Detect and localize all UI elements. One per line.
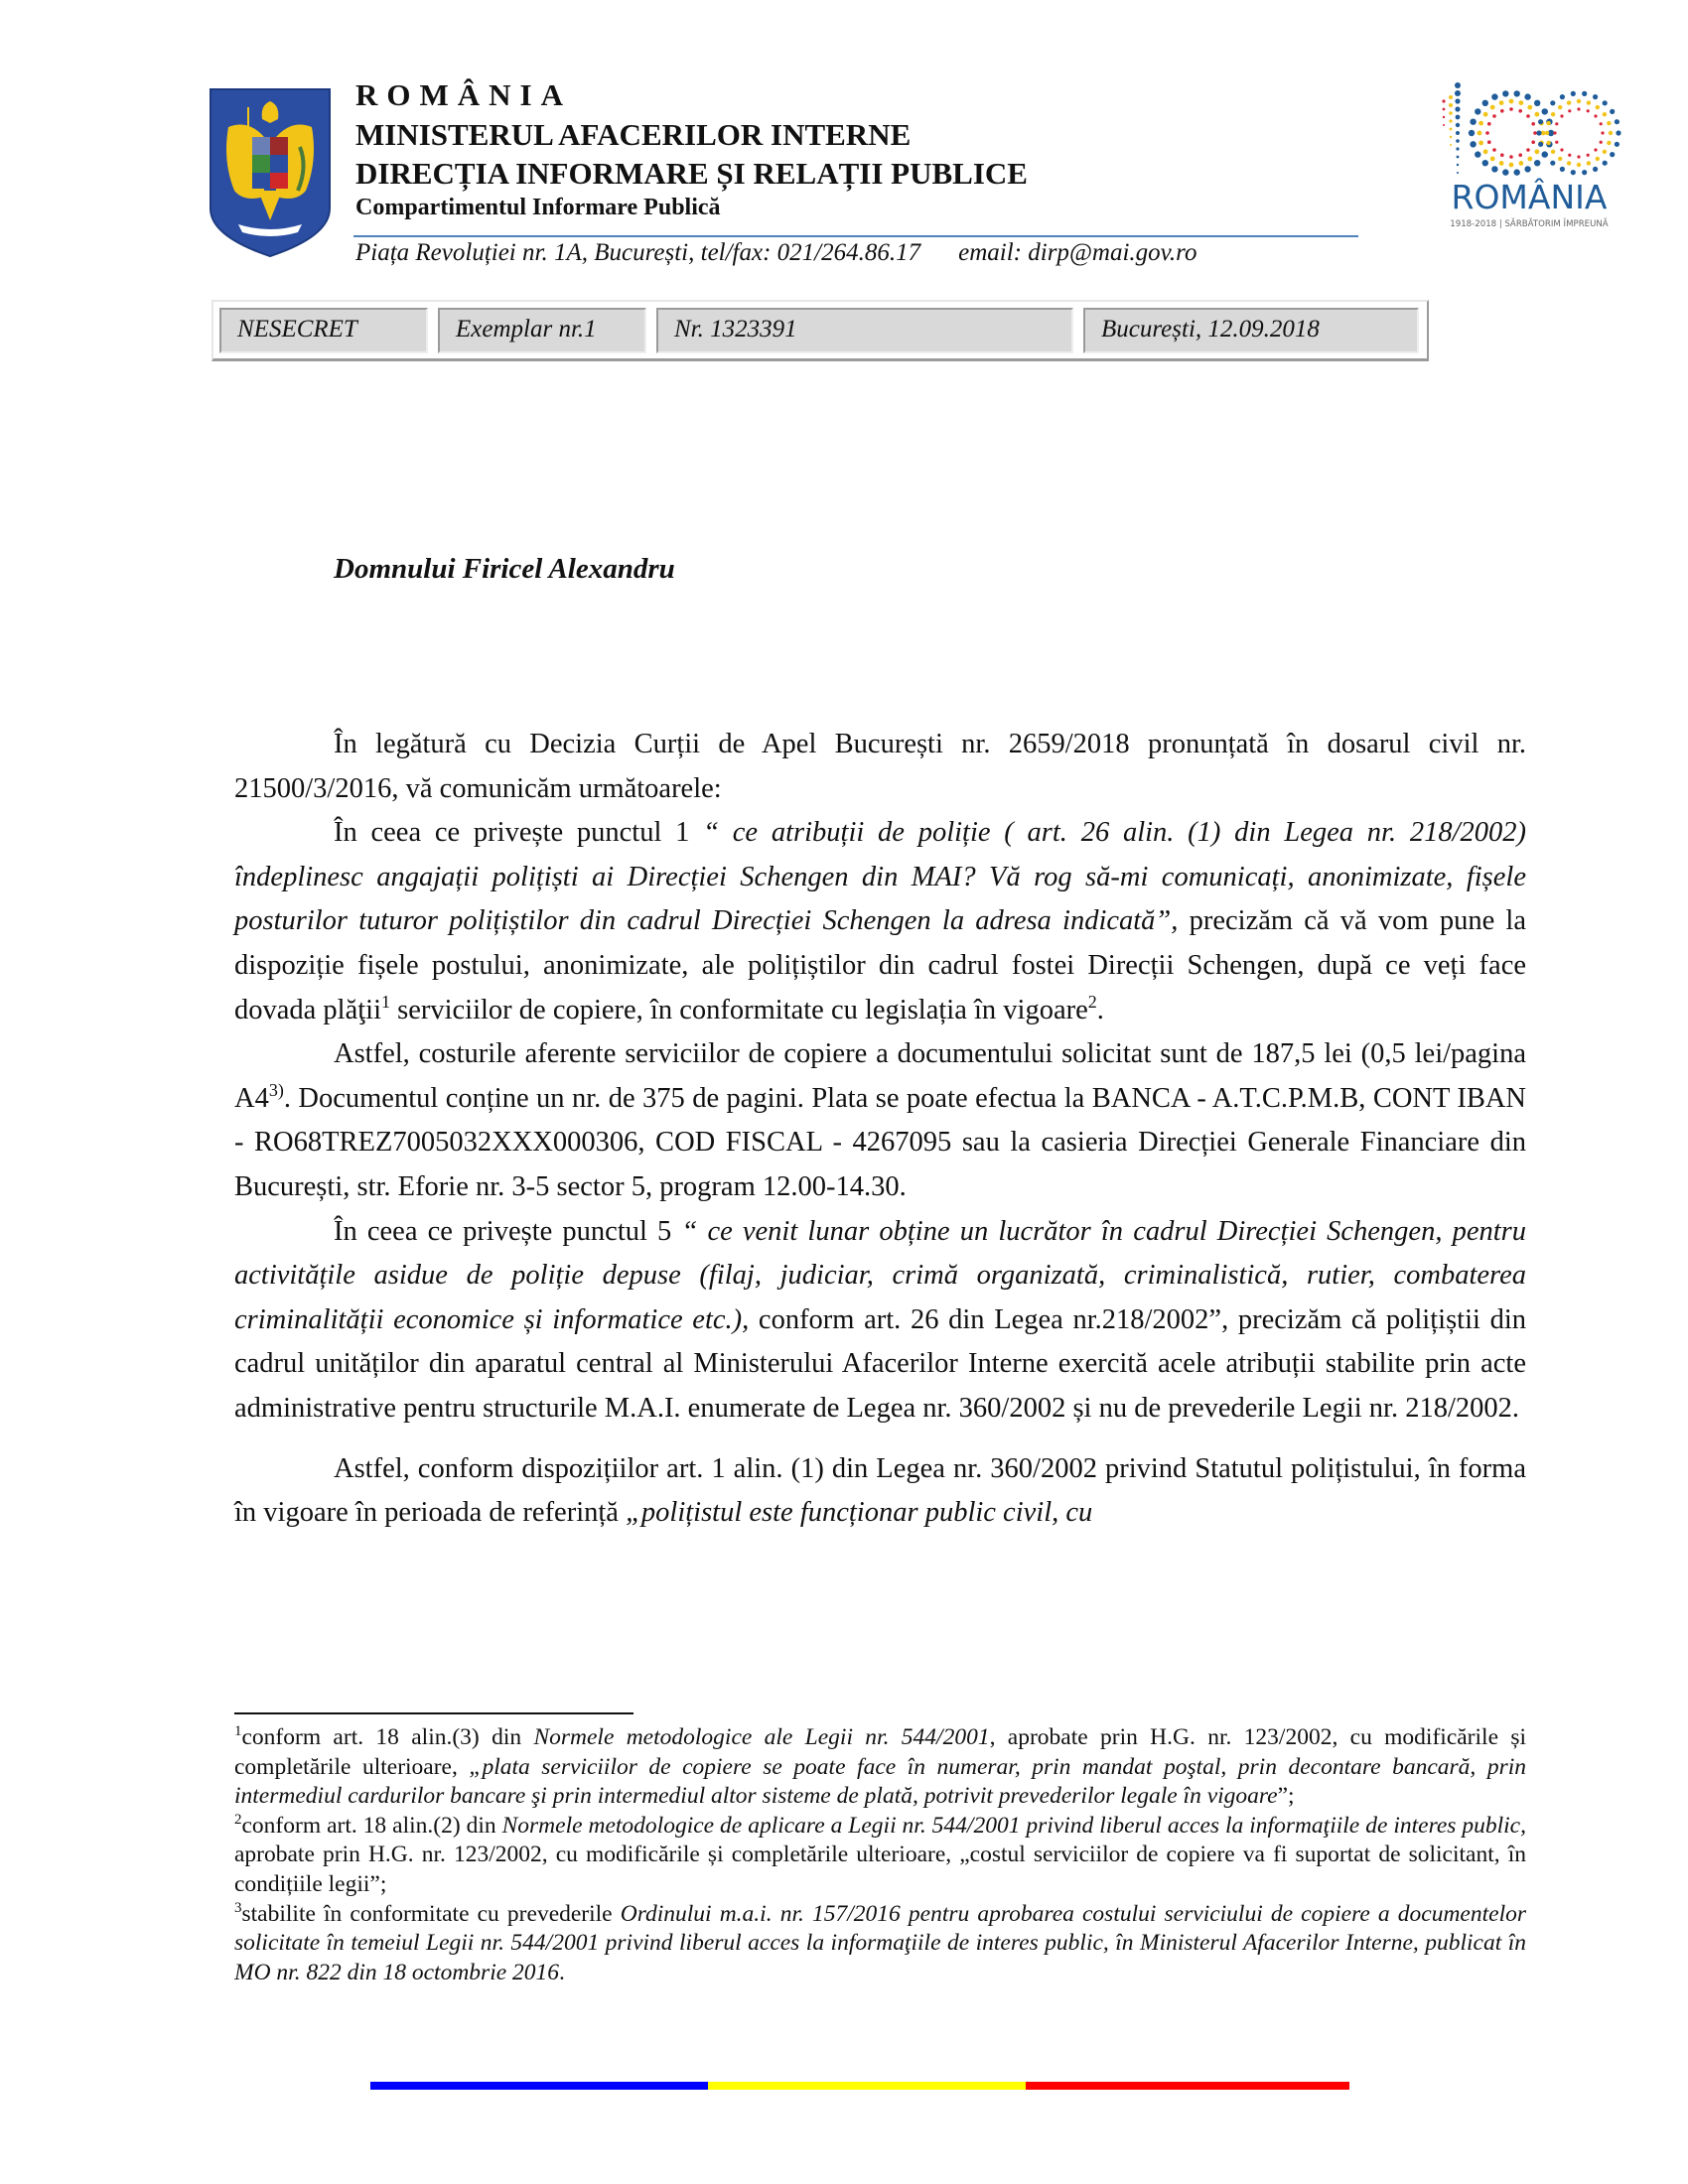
paragraph-point-5: În ceea ce privește punctul 5 “ ce venit lunar obține un lucrător în cadrul Direcției Schengen, pentru activitățile asidue de poliție depuse (filaj, judiciar, crimă organizată, criminalistică, rutier, combaterea criminalității economice și informatice etc.), conform art. 26 din Legea nr.218/2002”, precizăm că polițiștii din cadrul unităților din aparatul central al Ministerului Afacerilor Interne exercită acele atribuții stabilite prin acte administrative pentru structurile M.A.I. enumerate de Legea nr. 360/2002 și nu de prevederile Legii nr. 218/2002. xyxy=(234,1215,1527,1424)
logo-dot xyxy=(1509,99,1514,104)
logo-dot xyxy=(1603,161,1608,166)
contact-line xyxy=(355,239,1196,267)
romanian-coat-of-arms-icon xyxy=(209,87,332,258)
logo-dot xyxy=(1514,90,1520,96)
logo-dot xyxy=(1469,130,1475,136)
logo-dot xyxy=(1535,112,1540,117)
logo-dot xyxy=(1478,141,1483,146)
logo-dot xyxy=(1526,148,1530,152)
logo-dot xyxy=(1531,122,1535,126)
logo-dot xyxy=(1545,131,1549,135)
logo-dot xyxy=(1491,93,1497,99)
logo-dot xyxy=(1553,131,1556,134)
logo-dot xyxy=(1514,169,1520,175)
logo-dot xyxy=(1571,91,1576,96)
logo-dot xyxy=(1582,91,1587,96)
logo-dot xyxy=(1518,109,1522,113)
logo-dot xyxy=(1596,105,1600,109)
logo-dot xyxy=(1607,121,1611,125)
logo-dot xyxy=(1546,141,1550,145)
logo-dot xyxy=(1483,149,1488,154)
logo-dot xyxy=(1560,167,1565,172)
letter-body xyxy=(234,723,1526,1536)
registration-number: Nr. 1323391 xyxy=(656,308,1073,353)
logo-dot xyxy=(1475,108,1480,114)
logo-dot xyxy=(1607,141,1611,145)
logo-dot xyxy=(1567,161,1571,165)
addressee: Domnului Firicel Alexandru xyxy=(334,553,675,585)
logo-dot xyxy=(1531,140,1535,144)
logo-dot xyxy=(1594,114,1597,117)
centenary-digit-one xyxy=(1442,82,1461,174)
logo-dot xyxy=(1603,150,1607,154)
logo-dot xyxy=(1610,152,1615,157)
logo-dot xyxy=(1500,153,1504,157)
logo-dot xyxy=(1571,170,1576,175)
tricolor-blue-band xyxy=(370,2082,708,2090)
quoted-request-point-5: “ ce venit lunar obține un lucrător în cadrul Direcției Schengen, pentru activitățile asidue de poliție depuse (filaj, judiciar, crimă organizată, criminalistică, rutier, combaterea criminalității economice și informatice etc.), xyxy=(234,1215,1527,1335)
logo-dot xyxy=(1543,109,1548,114)
logo-dot xyxy=(1555,122,1558,125)
logo-dot xyxy=(1499,100,1504,105)
logo-dot xyxy=(1490,105,1495,110)
logo-dot xyxy=(1560,94,1565,99)
logo-dot xyxy=(1534,160,1540,166)
logo-dot xyxy=(1615,142,1619,147)
footnote-ref-3[interactable]: 3) xyxy=(268,1079,284,1100)
footnotes xyxy=(234,1723,1526,1987)
logo-dot xyxy=(1577,163,1581,167)
logo-dot xyxy=(1470,141,1476,147)
logo-dot xyxy=(1558,105,1562,109)
logo-dot xyxy=(1550,161,1555,166)
place-and-date: București, 12.09.2018 xyxy=(1083,308,1419,353)
logo-dot xyxy=(1502,169,1508,175)
logo-dot xyxy=(1610,109,1615,114)
logo-dot xyxy=(1616,130,1620,135)
logo-dot xyxy=(1558,157,1562,161)
logo-dot xyxy=(1587,100,1591,104)
logo-dot xyxy=(1534,100,1540,106)
logo-dot xyxy=(1560,148,1563,151)
footnote-ref-1[interactable]: 1 xyxy=(381,991,390,1012)
logo-dot xyxy=(1518,153,1522,157)
paragraph-point-1: În ceea ce privește punctul 1 “ ce atribuții de poliție ( art. 26 alin. (1) din Legea nr. 218/2002) îndeplinesc angajații polițiști ai Direcției Schengen din MAI? Vă rog să-mi comunicați, anonimizate, fișele posturilor tuturor polițiștilor din cadrul Direcției Schengen la adresa indicată”, precizăm că vă vom pune la dispoziție fișele postului, anonimizate, ale polițiștilor din cadrul fostei Direcții Schengen, după ce veți face dovada plăţii$^1$ serviciilor de copiere, în conformitate cu legislația în vigoare$^2$. xyxy=(234,817,1527,1025)
logo-dot xyxy=(1600,141,1603,144)
logo-dot xyxy=(1509,155,1513,159)
logo-dot xyxy=(1482,160,1488,166)
logo-dot xyxy=(1603,112,1607,116)
logo-dot xyxy=(1551,112,1555,116)
tricolor-red-band xyxy=(1026,2082,1349,2090)
footnote-separator xyxy=(234,1712,633,1714)
classification-level: NESECRET xyxy=(219,308,428,353)
logo-dot xyxy=(1577,99,1581,103)
logo-dot xyxy=(1587,154,1590,157)
centenary-logo-tagline: 1918-2018 | SĂRBĂTORIM ÎMPREUNĂ xyxy=(1450,219,1609,229)
direction-heading: DIRECȚIA INFORMARE ȘI RELAȚII PUBLICE xyxy=(355,156,1028,191)
centenary-logo-title: ROMÂNIA xyxy=(1451,178,1608,216)
logo-dot xyxy=(1524,93,1530,99)
logo-dot xyxy=(1477,131,1482,136)
classification-table xyxy=(211,300,1429,361)
logo-dot xyxy=(1538,119,1543,124)
logo-dot xyxy=(1483,112,1488,117)
paragraph-intro: În legătură cu Decizia Curții de Apel București nr. 2659/2018 pronunțată în dosarul civil nr. 21500/3/2016, vă comunicăm următoarele: xyxy=(234,729,1526,804)
logo-dot xyxy=(1600,122,1603,125)
quoted-law-text: „polițistul este funcționar public civil, cu xyxy=(626,1497,1093,1529)
logo-dot xyxy=(1568,109,1571,112)
logo-dot xyxy=(1492,148,1496,152)
logo-dot xyxy=(1603,100,1608,105)
logo-dot xyxy=(1596,157,1600,161)
logo-dot xyxy=(1509,107,1513,111)
logo-dot xyxy=(1524,166,1530,172)
romania-centenary-logo-icon xyxy=(1430,71,1628,240)
logo-dot xyxy=(1577,155,1580,158)
logo-dot xyxy=(1567,100,1571,104)
tricolor-yellow-band xyxy=(708,2082,1026,2090)
logo-dot xyxy=(1609,131,1613,135)
logo-dot xyxy=(1500,109,1504,113)
logo-dot xyxy=(1509,163,1514,168)
logo-dot xyxy=(1577,107,1580,110)
logo-dot xyxy=(1568,154,1571,157)
logo-dot xyxy=(1582,170,1587,175)
postal-address: Piața Revoluției nr. 1A, București, tel/fax: 021/264.86.17 xyxy=(355,239,921,266)
logo-dot xyxy=(1485,131,1489,135)
logo-dot xyxy=(1527,105,1532,110)
logo-dot xyxy=(1551,150,1555,154)
logo-dot xyxy=(1615,119,1619,124)
logo-dot xyxy=(1593,94,1598,99)
footnote-2: $^2$conform art. 18 alin.(2) din Normele metodologice de aplicare a Legii nr. 544/2001 privind liberul acces la informaţiile de interes public, aprobate prin H.G. nr. 123/2002, cu modificările și completările ulterioare, „costul serviciilor de copiere va fi suportat de solicitant, în condițiile legii”; xyxy=(234,1811,1526,1897)
logo-dot xyxy=(1475,151,1480,157)
logo-dot xyxy=(1527,157,1532,162)
logo-dot xyxy=(1478,121,1483,126)
copy-number: Exemplar nr.1 xyxy=(438,308,646,353)
logo-dot xyxy=(1601,131,1604,134)
logo-dot xyxy=(1546,121,1550,125)
logo-dot xyxy=(1535,149,1540,154)
logo-dot xyxy=(1594,148,1597,151)
logo-dot xyxy=(1543,152,1548,157)
ministry-heading: MINISTERUL AFACERILOR INTERNE xyxy=(355,117,912,152)
logo-dot xyxy=(1593,167,1598,172)
logo-dot xyxy=(1587,109,1590,112)
footnote-3: $^3$stabilite în conformitate cu prevederile Ordinului m.a.i. nr. 157/2016 pentru aprobarea costului serviciului de copiere a documentelor solicitate în temeiul Legii nr. 544/2001 privind liberul acces la informaţiile de interes public, în Ministerul Afacerilor Interne, publicat în MO nr. 822 din 18 octombrie 2016. xyxy=(234,1899,1526,1985)
logo-dot xyxy=(1519,100,1524,105)
logo-dot xyxy=(1491,166,1497,172)
quoted-request-point-1: “ ce atribuții de poliție ( art. 26 alin. (1) din Legea nr. 218/2002) îndeplinesc angajații polițiști ai Direcției Schengen din MAI? Vă rog să-mi comunicați, anonimizate, fișele posturilor tuturor polițiștilor din cadrul Direcției Schengen la adresa indicată”, xyxy=(234,817,1526,937)
logo-dot xyxy=(1536,130,1541,135)
footnote-ref-2[interactable]: 2 xyxy=(1087,991,1097,1012)
logo-dot xyxy=(1487,122,1491,126)
email-address: email: dirp@mai.gov.ro xyxy=(958,239,1197,266)
footnote-1: $^1$conform art. 18 alin.(3) din Normele metodologice ale Legii nr. 544/2001, aprobate prin H.G. nr. 123/2002, cu modificările și completările ulterioare, „plata serviciilor de copiere se poate face în numerar, prin mandat poştal, prin decontare bancară, prin intermediul cardurilor bancare şi prin intermediul altor sisteme de plată, potrivit prevederilor legale în vigoare”; xyxy=(234,1723,1526,1810)
logo-dot xyxy=(1587,161,1591,165)
logo-dot xyxy=(1487,140,1491,144)
logo-dot xyxy=(1470,119,1476,125)
country-heading: ROMÂNIA xyxy=(355,77,572,112)
logo-dot xyxy=(1499,161,1504,166)
logo-dot xyxy=(1490,157,1495,162)
logo-dot xyxy=(1519,161,1524,166)
logo-dot xyxy=(1502,90,1508,96)
paragraph-legal-basis: Astfel, conform dispozițiilor art. 1 alin. (1) din Legea nr. 360/2002 privind Statutul polițistului, în forma în vigoare în perioada de referință „polițistul este funcționar public civil, cu xyxy=(234,1452,1526,1529)
logo-dot xyxy=(1533,131,1537,135)
letterhead-divider xyxy=(353,235,1358,237)
logo-dot xyxy=(1492,114,1496,118)
centenary-second-zero xyxy=(1536,91,1620,175)
paragraph-costs: Astfel, costurile aferente serviciilor de copiere a documentului solicitat sunt de 187,5 lei (0,5 lei/pagina A4$^{3)}$. Documentul conține un nr. de 375 de pagini. Plata se poate efectua la BANCA - A.T.C.P.M.B, CONT IBAN - RO68TREZ7005032XXX000306, COD FISCAL - 4267095 sau la casieria Direcției Generale Financiare din București, str. Eforie nr. 3-5 sector 5, program 12.00-14.30. xyxy=(234,1038,1526,1202)
compartment-heading: Compartimentul Informare Publică xyxy=(355,195,721,220)
logo-dot xyxy=(1482,100,1488,106)
logo-dot xyxy=(1526,114,1530,118)
logo-dot xyxy=(1538,142,1543,147)
logo-dot xyxy=(1555,141,1558,144)
logo-dot xyxy=(1550,100,1555,105)
logo-dot xyxy=(1560,114,1563,117)
